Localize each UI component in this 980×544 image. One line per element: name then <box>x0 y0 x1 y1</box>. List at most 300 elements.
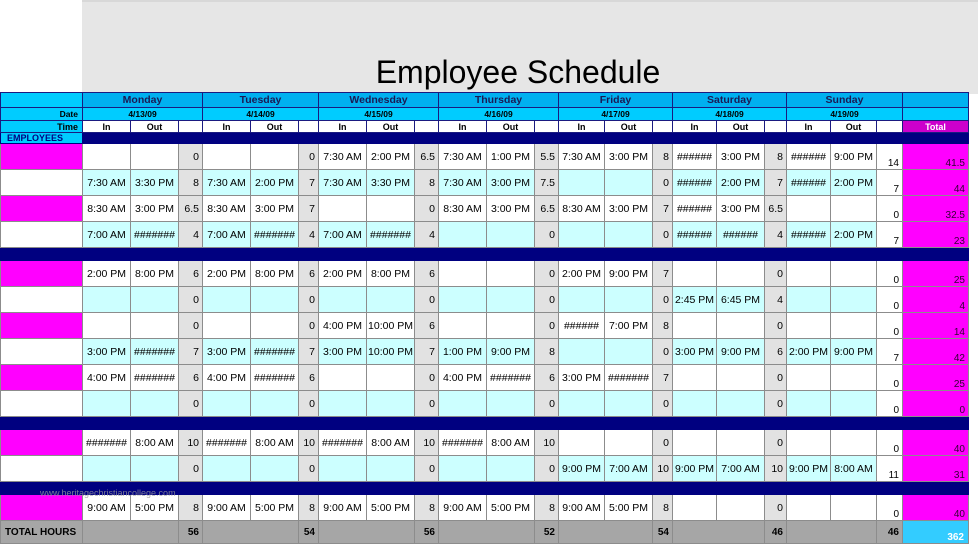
hours-cell: 6 <box>299 261 319 287</box>
time-in-cell[interactable] <box>673 391 717 417</box>
hours-cell: 8 <box>653 495 673 521</box>
employee-name-cell[interactable] <box>1 196 83 222</box>
time-in-cell[interactable] <box>787 313 831 339</box>
hours-cell: 0 <box>653 430 673 456</box>
time-out-cell[interactable] <box>605 430 653 456</box>
time-out-cell[interactable] <box>487 456 535 482</box>
day-date-5: 4/18/09 <box>673 108 787 121</box>
time-in-cell[interactable] <box>203 144 251 170</box>
time-in-cell[interactable] <box>319 287 367 313</box>
time-in-cell[interactable] <box>673 495 717 521</box>
time-in-cell[interactable]: 3:00 PM <box>319 339 367 365</box>
time-in-cell[interactable]: 9:00 AM <box>439 495 487 521</box>
employee-total-cell: 31 <box>903 456 969 482</box>
day-total-3: 52 <box>535 521 559 544</box>
hours-cell: 0 <box>765 365 787 391</box>
time-in-cell[interactable]: 7:00 AM <box>83 222 131 248</box>
time-in-cell[interactable] <box>203 287 251 313</box>
time-in-cell[interactable] <box>559 339 605 365</box>
time-in-cell[interactable]: 8:30 AM <box>559 196 605 222</box>
hours-cell: 0 <box>877 430 903 456</box>
time-out-cell[interactable] <box>831 287 877 313</box>
hours-cell: 0 <box>765 313 787 339</box>
time-in-cell[interactable]: ###### <box>787 222 831 248</box>
time-in-cell[interactable] <box>559 430 605 456</box>
time-out-cell[interactable]: 3:00 PM <box>717 144 765 170</box>
total-header-blank <box>903 93 969 108</box>
time-out-cell[interactable]: 3:30 PM <box>131 170 179 196</box>
hours-cell: 0 <box>535 391 559 417</box>
group-separator <box>1 248 969 261</box>
time-out-cell[interactable] <box>717 391 765 417</box>
time-in-cell[interactable]: 7:30 AM <box>439 144 487 170</box>
time-in-cell[interactable] <box>787 365 831 391</box>
time-out-cell[interactable]: 3:00 PM <box>605 144 653 170</box>
employee-name-cell[interactable] <box>1 456 83 482</box>
time-out-cell[interactable] <box>367 391 415 417</box>
time-out-cell[interactable]: ####### <box>251 222 299 248</box>
employee-total-cell: 44 <box>903 170 969 196</box>
time-in-cell[interactable] <box>559 222 605 248</box>
time-out-cell[interactable]: 9:00 PM <box>831 339 877 365</box>
hours-cell: 8 <box>653 144 673 170</box>
hours-cell: 10 <box>179 430 203 456</box>
time-in-cell[interactable]: 9:00 AM <box>319 495 367 521</box>
time-out-cell[interactable]: ####### <box>251 339 299 365</box>
row-header-corner <box>0 0 83 92</box>
time-in-cell[interactable]: 2:45 PM <box>673 287 717 313</box>
time-out-cell[interactable]: ####### <box>131 365 179 391</box>
time-out-cell[interactable]: 8:00 AM <box>831 456 877 482</box>
time-out-cell[interactable]: 5:00 PM <box>605 495 653 521</box>
table-row <box>1 430 969 456</box>
time-in-cell[interactable]: ####### <box>203 430 251 456</box>
time-out-cell[interactable]: 5:00 PM <box>487 495 535 521</box>
total-hours-row <box>1 521 969 544</box>
time-out-cell[interactable]: ####### <box>251 365 299 391</box>
time-in-cell[interactable]: 3:00 PM <box>673 339 717 365</box>
time-out-cell[interactable]: 8:00 PM <box>251 261 299 287</box>
employee-name-cell[interactable] <box>1 287 83 313</box>
time-out-cell[interactable]: ####### <box>487 365 535 391</box>
time-in-cell[interactable]: 3:00 PM <box>559 365 605 391</box>
time-in-cell[interactable]: 7:30 AM <box>439 170 487 196</box>
hours-cell: 4 <box>415 222 439 248</box>
time-out-cell[interactable] <box>367 456 415 482</box>
time-in-cell[interactable]: 3:00 PM <box>203 339 251 365</box>
hours-cell: 8 <box>179 170 203 196</box>
time-out-cell[interactable]: 5:00 PM <box>251 495 299 521</box>
time-out-cell[interactable]: 2:00 PM <box>831 222 877 248</box>
hours-cell: 7 <box>415 339 439 365</box>
time-out-cell[interactable] <box>831 261 877 287</box>
time-out-cell[interactable] <box>131 144 179 170</box>
hours-cell: 8 <box>535 339 559 365</box>
footer-blank <box>83 521 179 544</box>
hours-cell: 0 <box>877 287 903 313</box>
time-out-cell[interactable] <box>605 170 653 196</box>
time-out-cell[interactable]: 8:00 PM <box>131 261 179 287</box>
employees-row <box>1 133 969 144</box>
hours-cell: 6.5 <box>765 196 787 222</box>
time-out-cell[interactable] <box>251 391 299 417</box>
time-in-cell[interactable]: 7:30 AM <box>319 170 367 196</box>
hours-cell: 0 <box>535 222 559 248</box>
time-in-cell[interactable] <box>787 391 831 417</box>
hours-cell: 7 <box>299 339 319 365</box>
time-in-cell[interactable] <box>439 391 487 417</box>
hours-cell: 0 <box>653 170 673 196</box>
time-out-cell[interactable] <box>605 339 653 365</box>
time-in-cell[interactable] <box>83 287 131 313</box>
time-out-cell[interactable]: 7:00 AM <box>605 456 653 482</box>
time-out-cell[interactable]: 9:00 PM <box>487 339 535 365</box>
hours-cell: 0 <box>179 313 203 339</box>
time-in-cell[interactable]: ###### <box>673 144 717 170</box>
time-in-cell[interactable]: 8:30 AM <box>439 196 487 222</box>
hours-cell: 0 <box>179 287 203 313</box>
hours-cell: 0 <box>765 261 787 287</box>
time-out-cell[interactable]: 3:00 PM <box>605 196 653 222</box>
time-out-cell[interactable]: ####### <box>131 339 179 365</box>
time-in-cell[interactable]: 4:00 PM <box>439 365 487 391</box>
time-in-cell[interactable] <box>83 313 131 339</box>
employee-name-cell[interactable] <box>1 430 83 456</box>
in-header-0: In <box>83 121 131 133</box>
time-in-cell[interactable]: 7:30 AM <box>203 170 251 196</box>
time-in-cell[interactable]: 9:00 PM <box>787 456 831 482</box>
time-out-cell[interactable] <box>131 287 179 313</box>
time-in-cell[interactable]: 9:00 AM <box>203 495 251 521</box>
hours-cell: 0 <box>299 287 319 313</box>
time-in-cell[interactable]: 1:00 PM <box>439 339 487 365</box>
time-in-cell[interactable] <box>83 391 131 417</box>
hours-cell: 4 <box>765 287 787 313</box>
time-in-cell[interactable]: 7:30 AM <box>83 170 131 196</box>
employee-total-cell: 32.5 <box>903 196 969 222</box>
time-out-cell[interactable]: 7:00 AM <box>717 456 765 482</box>
time-in-cell[interactable] <box>439 456 487 482</box>
time-out-cell[interactable]: 6:45 PM <box>717 287 765 313</box>
time-in-cell[interactable]: 4:00 PM <box>83 365 131 391</box>
day-date-0: 4/13/09 <box>83 108 203 121</box>
hours-cell: 6.5 <box>535 196 559 222</box>
time-out-cell[interactable] <box>831 313 877 339</box>
employee-total-cell: 40 <box>903 430 969 456</box>
time-in-cell[interactable]: 7:00 AM <box>319 222 367 248</box>
time-out-cell[interactable]: 3:30 PM <box>367 170 415 196</box>
hours-cell: 6.5 <box>179 196 203 222</box>
footer-blank <box>203 521 299 544</box>
table-row <box>1 222 969 248</box>
time-in-cell[interactable] <box>787 261 831 287</box>
time-in-cell[interactable]: 4:00 PM <box>203 365 251 391</box>
table-row <box>1 170 969 196</box>
hours-cell: 7 <box>877 170 903 196</box>
hours-cell: 0 <box>299 144 319 170</box>
day-date-6: 4/19/09 <box>787 108 903 121</box>
time-in-cell[interactable]: 7:30 AM <box>559 144 605 170</box>
time-in-cell[interactable]: 9:00 AM <box>83 495 131 521</box>
hours-cell: 0 <box>299 391 319 417</box>
time-out-cell[interactable] <box>605 222 653 248</box>
time-out-cell[interactable]: 2:00 PM <box>251 170 299 196</box>
time-out-cell[interactable]: 9:00 PM <box>605 261 653 287</box>
time-in-cell[interactable] <box>673 261 717 287</box>
employee-name-cell[interactable] <box>1 365 83 391</box>
hours-cell: 7 <box>653 365 673 391</box>
hours-header-3 <box>535 121 559 133</box>
time-in-cell[interactable]: 7:00 AM <box>203 222 251 248</box>
time-in-cell[interactable]: ###### <box>787 144 831 170</box>
hours-header-6 <box>877 121 903 133</box>
time-out-cell[interactable] <box>487 287 535 313</box>
time-out-cell[interactable] <box>131 391 179 417</box>
time-out-cell[interactable]: 3:00 PM <box>131 196 179 222</box>
time-in-cell[interactable] <box>319 196 367 222</box>
employee-name-cell[interactable] <box>1 144 83 170</box>
time-out-cell[interactable]: 2:00 PM <box>831 170 877 196</box>
hours-cell: 0 <box>877 495 903 521</box>
hours-cell: 10 <box>299 430 319 456</box>
time-out-cell[interactable] <box>487 261 535 287</box>
time-in-cell[interactable]: ####### <box>83 430 131 456</box>
time-in-cell[interactable] <box>83 456 131 482</box>
time-in-cell[interactable] <box>559 287 605 313</box>
hours-cell: 7 <box>877 222 903 248</box>
time-out-cell[interactable] <box>831 391 877 417</box>
time-in-cell[interactable]: ####### <box>439 430 487 456</box>
time-in-cell[interactable]: ###### <box>559 313 605 339</box>
table-row <box>1 261 969 287</box>
separator-bar <box>1 417 969 430</box>
out-header-5: Out <box>717 121 765 133</box>
time-out-cell[interactable] <box>717 313 765 339</box>
time-out-cell[interactable] <box>487 313 535 339</box>
date-total-blank <box>903 108 969 121</box>
time-in-cell[interactable] <box>673 313 717 339</box>
time-in-cell[interactable] <box>203 391 251 417</box>
row-label-blank <box>1 93 83 108</box>
employee-name-cell[interactable] <box>1 339 83 365</box>
out-header-0: Out <box>131 121 179 133</box>
time-in-cell[interactable] <box>439 222 487 248</box>
time-in-cell[interactable] <box>83 144 131 170</box>
time-out-cell[interactable]: 3:00 PM <box>717 196 765 222</box>
time-out-cell[interactable] <box>367 196 415 222</box>
time-out-cell[interactable] <box>251 287 299 313</box>
in-header-1: In <box>203 121 251 133</box>
time-out-cell[interactable]: 9:00 PM <box>717 339 765 365</box>
hours-cell: 0 <box>877 261 903 287</box>
time-in-cell[interactable] <box>203 456 251 482</box>
time-in-cell[interactable] <box>559 391 605 417</box>
employee-name-cell[interactable] <box>1 495 83 521</box>
time-out-cell[interactable] <box>831 430 877 456</box>
employee-name-cell[interactable] <box>1 391 83 417</box>
hours-cell: 0 <box>535 287 559 313</box>
time-out-cell[interactable] <box>251 313 299 339</box>
hours-cell: 6.5 <box>415 144 439 170</box>
time-out-cell[interactable]: ###### <box>717 222 765 248</box>
time-out-cell[interactable] <box>367 365 415 391</box>
table-row <box>1 287 969 313</box>
time-in-cell[interactable]: 2:00 PM <box>787 339 831 365</box>
time-in-cell[interactable] <box>787 430 831 456</box>
time-in-cell[interactable] <box>787 196 831 222</box>
time-out-cell[interactable]: 5:00 PM <box>367 495 415 521</box>
time-in-cell[interactable]: 7:30 AM <box>319 144 367 170</box>
time-out-cell[interactable] <box>717 261 765 287</box>
hours-header-5 <box>765 121 787 133</box>
time-out-cell[interactable]: 8:00 AM <box>487 430 535 456</box>
time-out-cell[interactable]: 3:00 PM <box>487 170 535 196</box>
employee-name-cell[interactable] <box>1 170 83 196</box>
time-out-cell[interactable]: 9:00 PM <box>831 144 877 170</box>
time-out-cell[interactable]: 5:00 PM <box>131 495 179 521</box>
time-in-cell[interactable] <box>319 391 367 417</box>
time-in-cell[interactable]: 2:00 PM <box>83 261 131 287</box>
time-out-cell[interactable]: 8:00 AM <box>131 430 179 456</box>
time-in-cell[interactable]: ####### <box>319 430 367 456</box>
employee-name-cell[interactable] <box>1 222 83 248</box>
total-header: Total <box>903 121 969 133</box>
day-total-5: 46 <box>765 521 787 544</box>
hours-cell: 0 <box>299 313 319 339</box>
hours-cell: 7 <box>653 196 673 222</box>
time-in-cell[interactable] <box>673 365 717 391</box>
time-out-cell[interactable] <box>831 495 877 521</box>
time-in-cell[interactable]: 9:00 PM <box>673 456 717 482</box>
hours-cell: 8 <box>415 495 439 521</box>
time-in-cell[interactable]: ###### <box>673 222 717 248</box>
time-out-cell[interactable]: 8:00 AM <box>251 430 299 456</box>
time-out-cell[interactable]: 8:00 AM <box>367 430 415 456</box>
day-date-4: 4/17/09 <box>559 108 673 121</box>
employee-name-cell[interactable] <box>1 313 83 339</box>
grand-total: 362 <box>903 521 969 544</box>
hours-cell: 0 <box>179 456 203 482</box>
hours-cell: 6 <box>179 365 203 391</box>
time-in-cell[interactable]: 3:00 PM <box>83 339 131 365</box>
time-in-cell[interactable] <box>673 430 717 456</box>
time-out-cell[interactable] <box>251 144 299 170</box>
hours-cell: 10 <box>765 456 787 482</box>
hours-cell: 6 <box>299 365 319 391</box>
hours-cell: 0 <box>415 456 439 482</box>
time-out-cell[interactable] <box>367 287 415 313</box>
in-header-6: In <box>787 121 831 133</box>
day-date-2: 4/15/09 <box>319 108 439 121</box>
day-name-row <box>1 93 969 108</box>
time-out-cell[interactable] <box>831 196 877 222</box>
time-in-cell[interactable]: 2:00 PM <box>319 261 367 287</box>
time-in-cell[interactable] <box>787 495 831 521</box>
time-out-cell[interactable]: 1:00 PM <box>487 144 535 170</box>
time-out-cell[interactable]: 3:00 PM <box>487 196 535 222</box>
footer-blank <box>787 521 877 544</box>
hours-cell: 0 <box>765 495 787 521</box>
employee-total-cell: 40 <box>903 495 969 521</box>
employee-total-cell: 14 <box>903 313 969 339</box>
hours-cell: 0 <box>877 365 903 391</box>
time-in-cell[interactable]: ###### <box>787 170 831 196</box>
time-out-cell[interactable]: 10:00 PM <box>367 339 415 365</box>
time-out-cell[interactable]: 7:00 PM <box>605 313 653 339</box>
time-in-cell[interactable]: 9:00 PM <box>559 456 605 482</box>
hours-cell: 7 <box>299 196 319 222</box>
table-row <box>1 339 969 365</box>
time-out-cell[interactable] <box>605 287 653 313</box>
page-title: Employee Schedule <box>375 54 661 90</box>
time-in-cell[interactable]: 8:30 AM <box>83 196 131 222</box>
time-out-cell[interactable]: ####### <box>367 222 415 248</box>
time-in-cell[interactable]: 8:30 AM <box>203 196 251 222</box>
time-out-cell[interactable] <box>131 456 179 482</box>
time-in-cell[interactable] <box>319 456 367 482</box>
time-in-cell[interactable] <box>319 365 367 391</box>
hours-cell: 0 <box>653 287 673 313</box>
time-in-cell[interactable]: 4:00 PM <box>319 313 367 339</box>
time-out-cell[interactable]: ####### <box>131 222 179 248</box>
time-out-cell[interactable]: 8:00 PM <box>367 261 415 287</box>
hours-cell: 6 <box>535 365 559 391</box>
time-out-cell[interactable]: 10:00 PM <box>367 313 415 339</box>
time-in-cell[interactable]: 2:00 PM <box>203 261 251 287</box>
time-out-cell[interactable]: 2:00 PM <box>717 170 765 196</box>
time-out-cell[interactable] <box>717 365 765 391</box>
table-row <box>1 495 969 521</box>
time-out-cell[interactable] <box>831 365 877 391</box>
watermark: www.heritagechristiancollege.com <box>40 488 176 498</box>
day-name-5: Saturday <box>673 93 787 108</box>
time-row <box>1 121 969 133</box>
out-header-6: Out <box>831 121 877 133</box>
time-out-cell[interactable] <box>717 495 765 521</box>
time-in-cell[interactable]: 9:00 AM <box>559 495 605 521</box>
time-in-cell[interactable] <box>787 287 831 313</box>
out-header-4: Out <box>605 121 653 133</box>
time-out-cell[interactable] <box>487 222 535 248</box>
employee-total-cell: 4 <box>903 287 969 313</box>
time-in-cell[interactable]: 2:00 PM <box>559 261 605 287</box>
time-in-cell[interactable] <box>439 261 487 287</box>
time-out-cell[interactable] <box>131 313 179 339</box>
time-out-cell[interactable]: 3:00 PM <box>251 196 299 222</box>
hours-cell: 4 <box>765 222 787 248</box>
hours-cell: 8 <box>535 495 559 521</box>
time-in-cell[interactable] <box>203 313 251 339</box>
time-in-cell[interactable] <box>439 287 487 313</box>
time-out-cell[interactable]: ####### <box>605 365 653 391</box>
hours-cell: 8 <box>179 495 203 521</box>
time-in-cell[interactable] <box>559 170 605 196</box>
hours-cell: 8 <box>415 170 439 196</box>
time-out-cell[interactable] <box>605 391 653 417</box>
time-in-cell[interactable] <box>439 313 487 339</box>
hours-header-2 <box>415 121 439 133</box>
time-label: Time <box>1 121 83 133</box>
time-in-cell[interactable]: ###### <box>673 170 717 196</box>
hours-cell: 0 <box>299 456 319 482</box>
time-out-cell[interactable] <box>251 456 299 482</box>
employee-name-cell[interactable] <box>1 261 83 287</box>
time-out-cell[interactable]: 2:00 PM <box>367 144 415 170</box>
time-in-cell[interactable]: ###### <box>673 196 717 222</box>
time-out-cell[interactable] <box>717 430 765 456</box>
footer-blank <box>559 521 653 544</box>
time-out-cell[interactable] <box>487 391 535 417</box>
